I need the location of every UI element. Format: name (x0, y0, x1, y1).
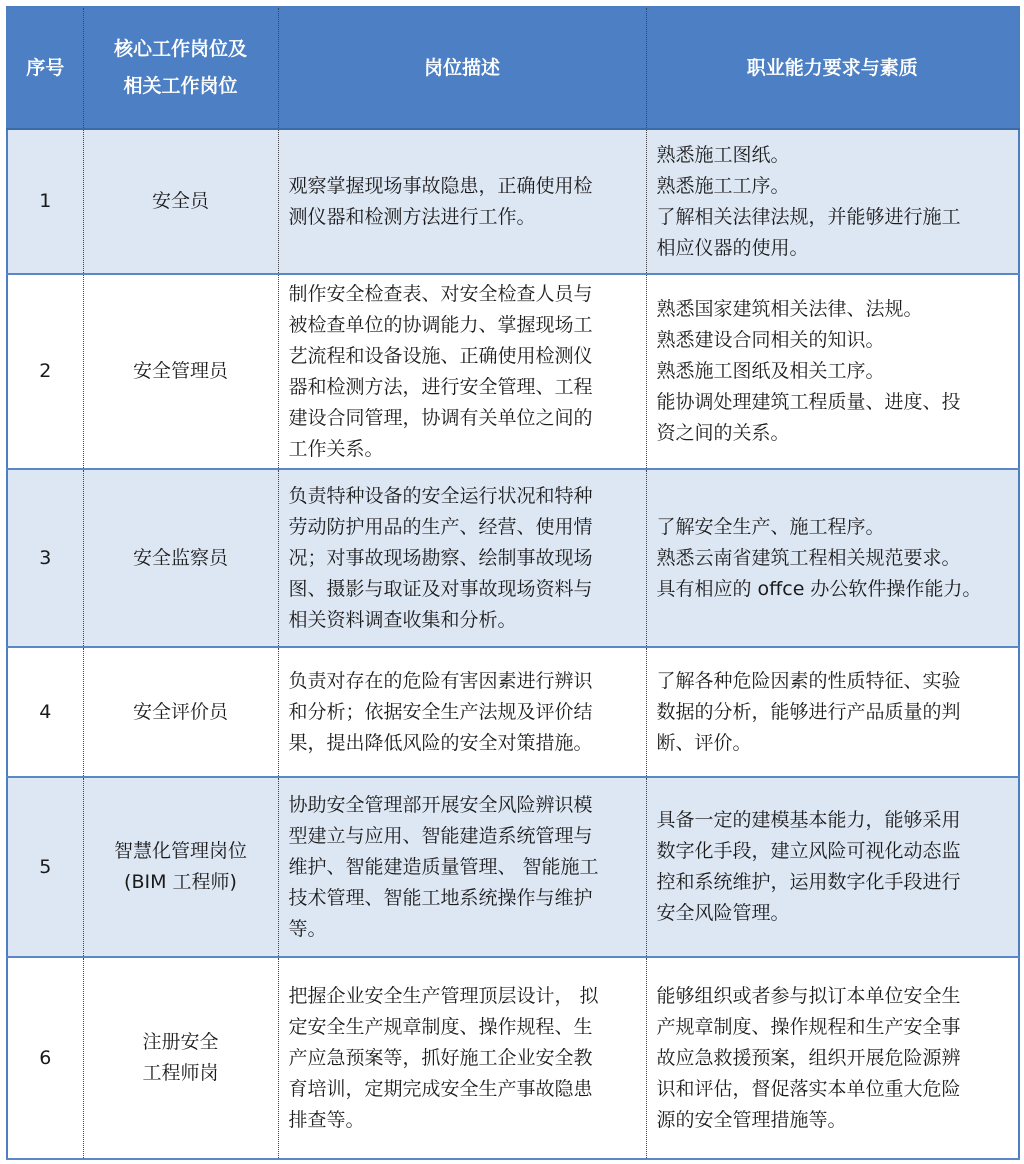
row-number: 5 (7, 777, 83, 957)
table-row (7, 647, 1019, 777)
position-title: 智慧化管理岗位 (BIM 工程师) (83, 777, 278, 957)
position-title: 安全员 (83, 129, 278, 274)
position-requirements: 具备一定的建模基本能力，能够采用 数字化手段，建立风险可视化动态监 控和系统维护，运用数字化手段进行 安全风险管理。 (646, 777, 1019, 957)
position-requirements: 了解各种危险因素的性质特征、实验 数据的分析，能够进行产品质量的判 断、评价。 (646, 647, 1019, 777)
header-requirements: 职业能力要求与素质 (646, 7, 1019, 129)
header-row (7, 7, 1019, 129)
position-title: 安全管理员 (83, 274, 278, 469)
table-row (7, 957, 1019, 1159)
position-description: 制作安全检查表、对安全检查人员与 被检查单位的协调能力、掌握现场工 艺流程和设备设施、正确使用检测仪 器和检测方法，进行安全管理、工程 建设合同管理，协调有关单位之间的 工作关系。 (278, 274, 646, 469)
position-description: 负责特种设备的安全运行状况和特种 劳动防护用品的生产、经营、使用情 况；对事故现场勘察、绘制事故现场 图、摄影与取证及对事故现场资料与 相关资料调查收集和分析。 (278, 469, 646, 647)
job-table (6, 6, 1020, 1160)
position-requirements: 熟悉施工图纸。 熟悉施工工序。 了解相关法律法规，并能够进行施工 相应仪器的使用。 (646, 129, 1019, 274)
header-description: 岗位描述 (278, 7, 646, 129)
table-row (7, 274, 1019, 469)
position-requirements: 熟悉国家建筑相关法律、法规。 熟悉建设合同相关的知识。 熟悉施工图纸及相关工序。 能协调处理建筑工程质量、进度、投 资之间的关系。 (646, 274, 1019, 469)
row-number: 3 (7, 469, 83, 647)
position-title: 安全监察员 (83, 469, 278, 647)
header-no: 序号 (7, 7, 83, 129)
position-requirements: 了解安全生产、施工程序。 熟悉云南省建筑工程相关规范要求。 具有相应的 offce 办公软件操作能力。 (646, 469, 1019, 647)
table-row (7, 129, 1019, 274)
row-number: 2 (7, 274, 83, 469)
position-description: 协助安全管理部开展安全风险辨识模 型建立与应用、智能建造系统管理与 维护、智能建造质量管理、 智能施工 技术管理、智能工地系统操作与维护 等。 (278, 777, 646, 957)
row-number: 1 (7, 129, 83, 274)
position-description: 把握企业安全生产管理顶层设计， 拟 定安全生产规章制度、操作规程、生 产应急预案等，抓好施工企业安全教 育培训，定期完成安全生产事故隐患 排查等。 (278, 957, 646, 1159)
row-number: 4 (7, 647, 83, 777)
position-title: 安全评价员 (83, 647, 278, 777)
position-title: 注册安全 工程师岗 (83, 957, 278, 1159)
position-requirements: 能够组织或者参与拟订本单位安全生 产规章制度、操作规程和生产安全事 故应急救援预案，组织开展危险源辨 识和评估，督促落实本单位重大危险 源的安全管理措施等。 (646, 957, 1019, 1159)
table-row (7, 777, 1019, 957)
position-description: 观察掌握现场事故隐患，正确使用检 测仪器和检测方法进行工作。 (278, 129, 646, 274)
header-position: 核心工作岗位及 相关工作岗位 (83, 7, 278, 129)
table-row (7, 469, 1019, 647)
position-description: 负责对存在的危险有害因素进行辨识 和分析；依据安全生产法规及评价结 果，提出降低风险的安全对策措施。 (278, 647, 646, 777)
row-number: 6 (7, 957, 83, 1159)
